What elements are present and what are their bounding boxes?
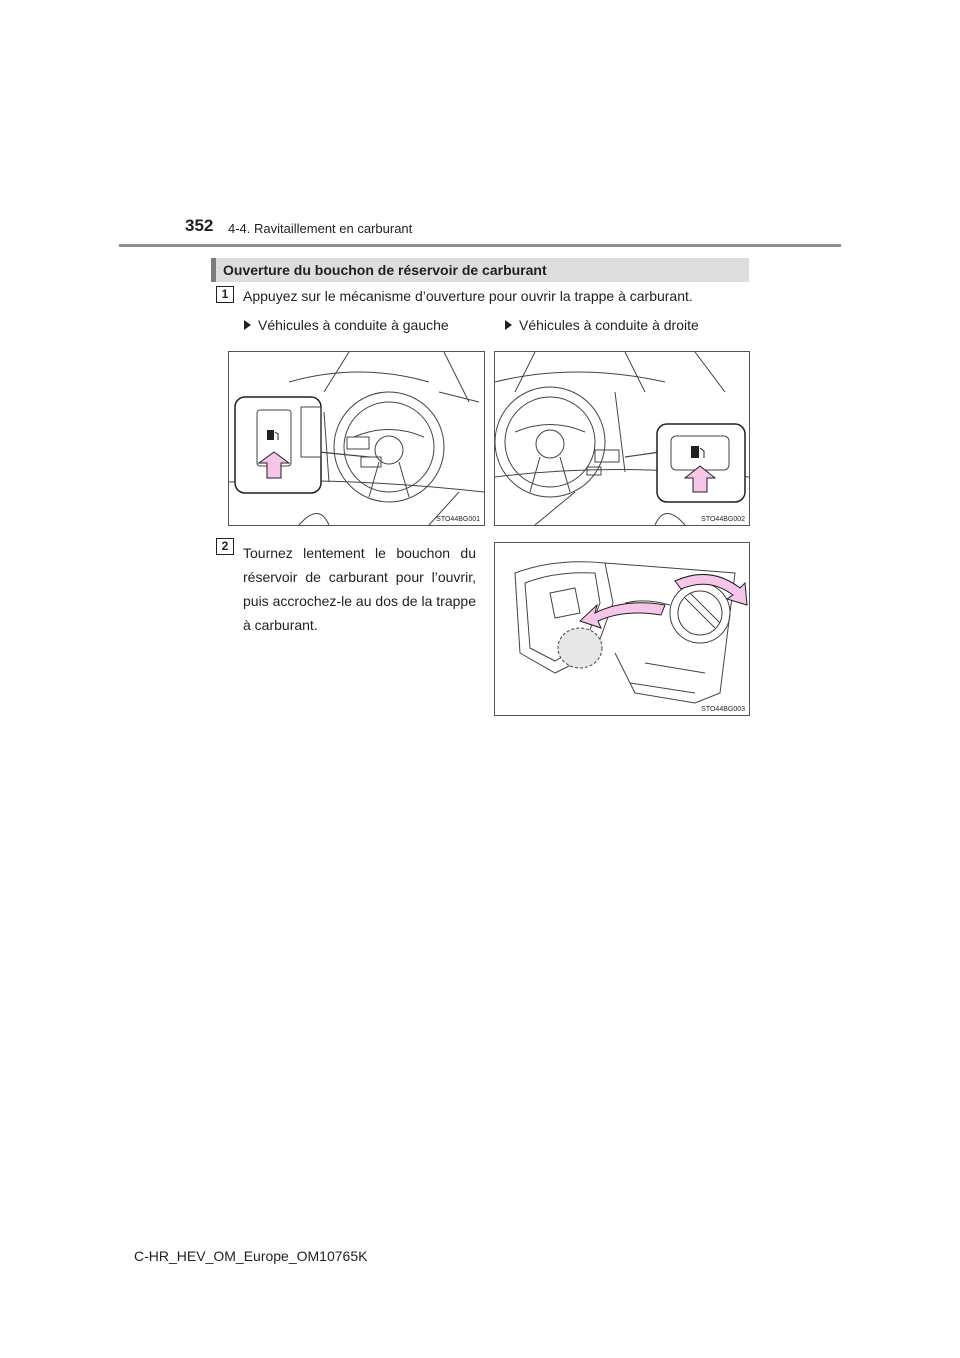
figure-left-hand-drive: [228, 351, 485, 526]
bullet-triangle-icon: [244, 320, 251, 330]
header-rule: [119, 244, 841, 247]
step-1-text: Appuyez sur le mécanisme d’ouverture pour ouvrir la trappe à carburant.: [243, 288, 693, 304]
figure-right-hand-drive: [494, 351, 750, 526]
page-number: 352: [185, 216, 214, 235]
step-2-text: Tournez lentement le bouchon du réservoir de carburant pour l’ouvrir, puis accrochez-le au dos de la trappe à carburant.: [243, 545, 476, 633]
footer-doc-id: C-HR_HEV_OM_Europe_OM10765K: [134, 1248, 368, 1264]
figure-code-3: STO44BG003: [701, 706, 745, 713]
figure-code-1: STO44BG001: [436, 516, 480, 523]
variant-left-label: [244, 317, 449, 333]
variant-left-text: Véhicules à conduite à gauche: [258, 317, 449, 333]
rotate-arrow-icon: [675, 574, 747, 605]
figure-code-2: STO44BG002: [701, 516, 745, 523]
heading-text: Ouverture du bouchon de réservoir de carburant: [223, 262, 547, 278]
heading-accent: [211, 258, 216, 282]
figure-fuel-cap: [494, 542, 750, 716]
rotate-arrow-icon: [580, 603, 665, 628]
variant-right-label: [505, 317, 699, 333]
section-title: 4-4. Ravitaillement en carburant: [228, 221, 413, 236]
cap-dashed-outline: [558, 628, 602, 668]
variant-right-text: Véhicules à conduite à droite: [519, 317, 699, 333]
heading-bar: [211, 258, 749, 282]
step-2-badge: 2: [216, 538, 234, 555]
step-1-badge: 1: [216, 286, 234, 303]
bullet-triangle-icon: [505, 320, 512, 330]
